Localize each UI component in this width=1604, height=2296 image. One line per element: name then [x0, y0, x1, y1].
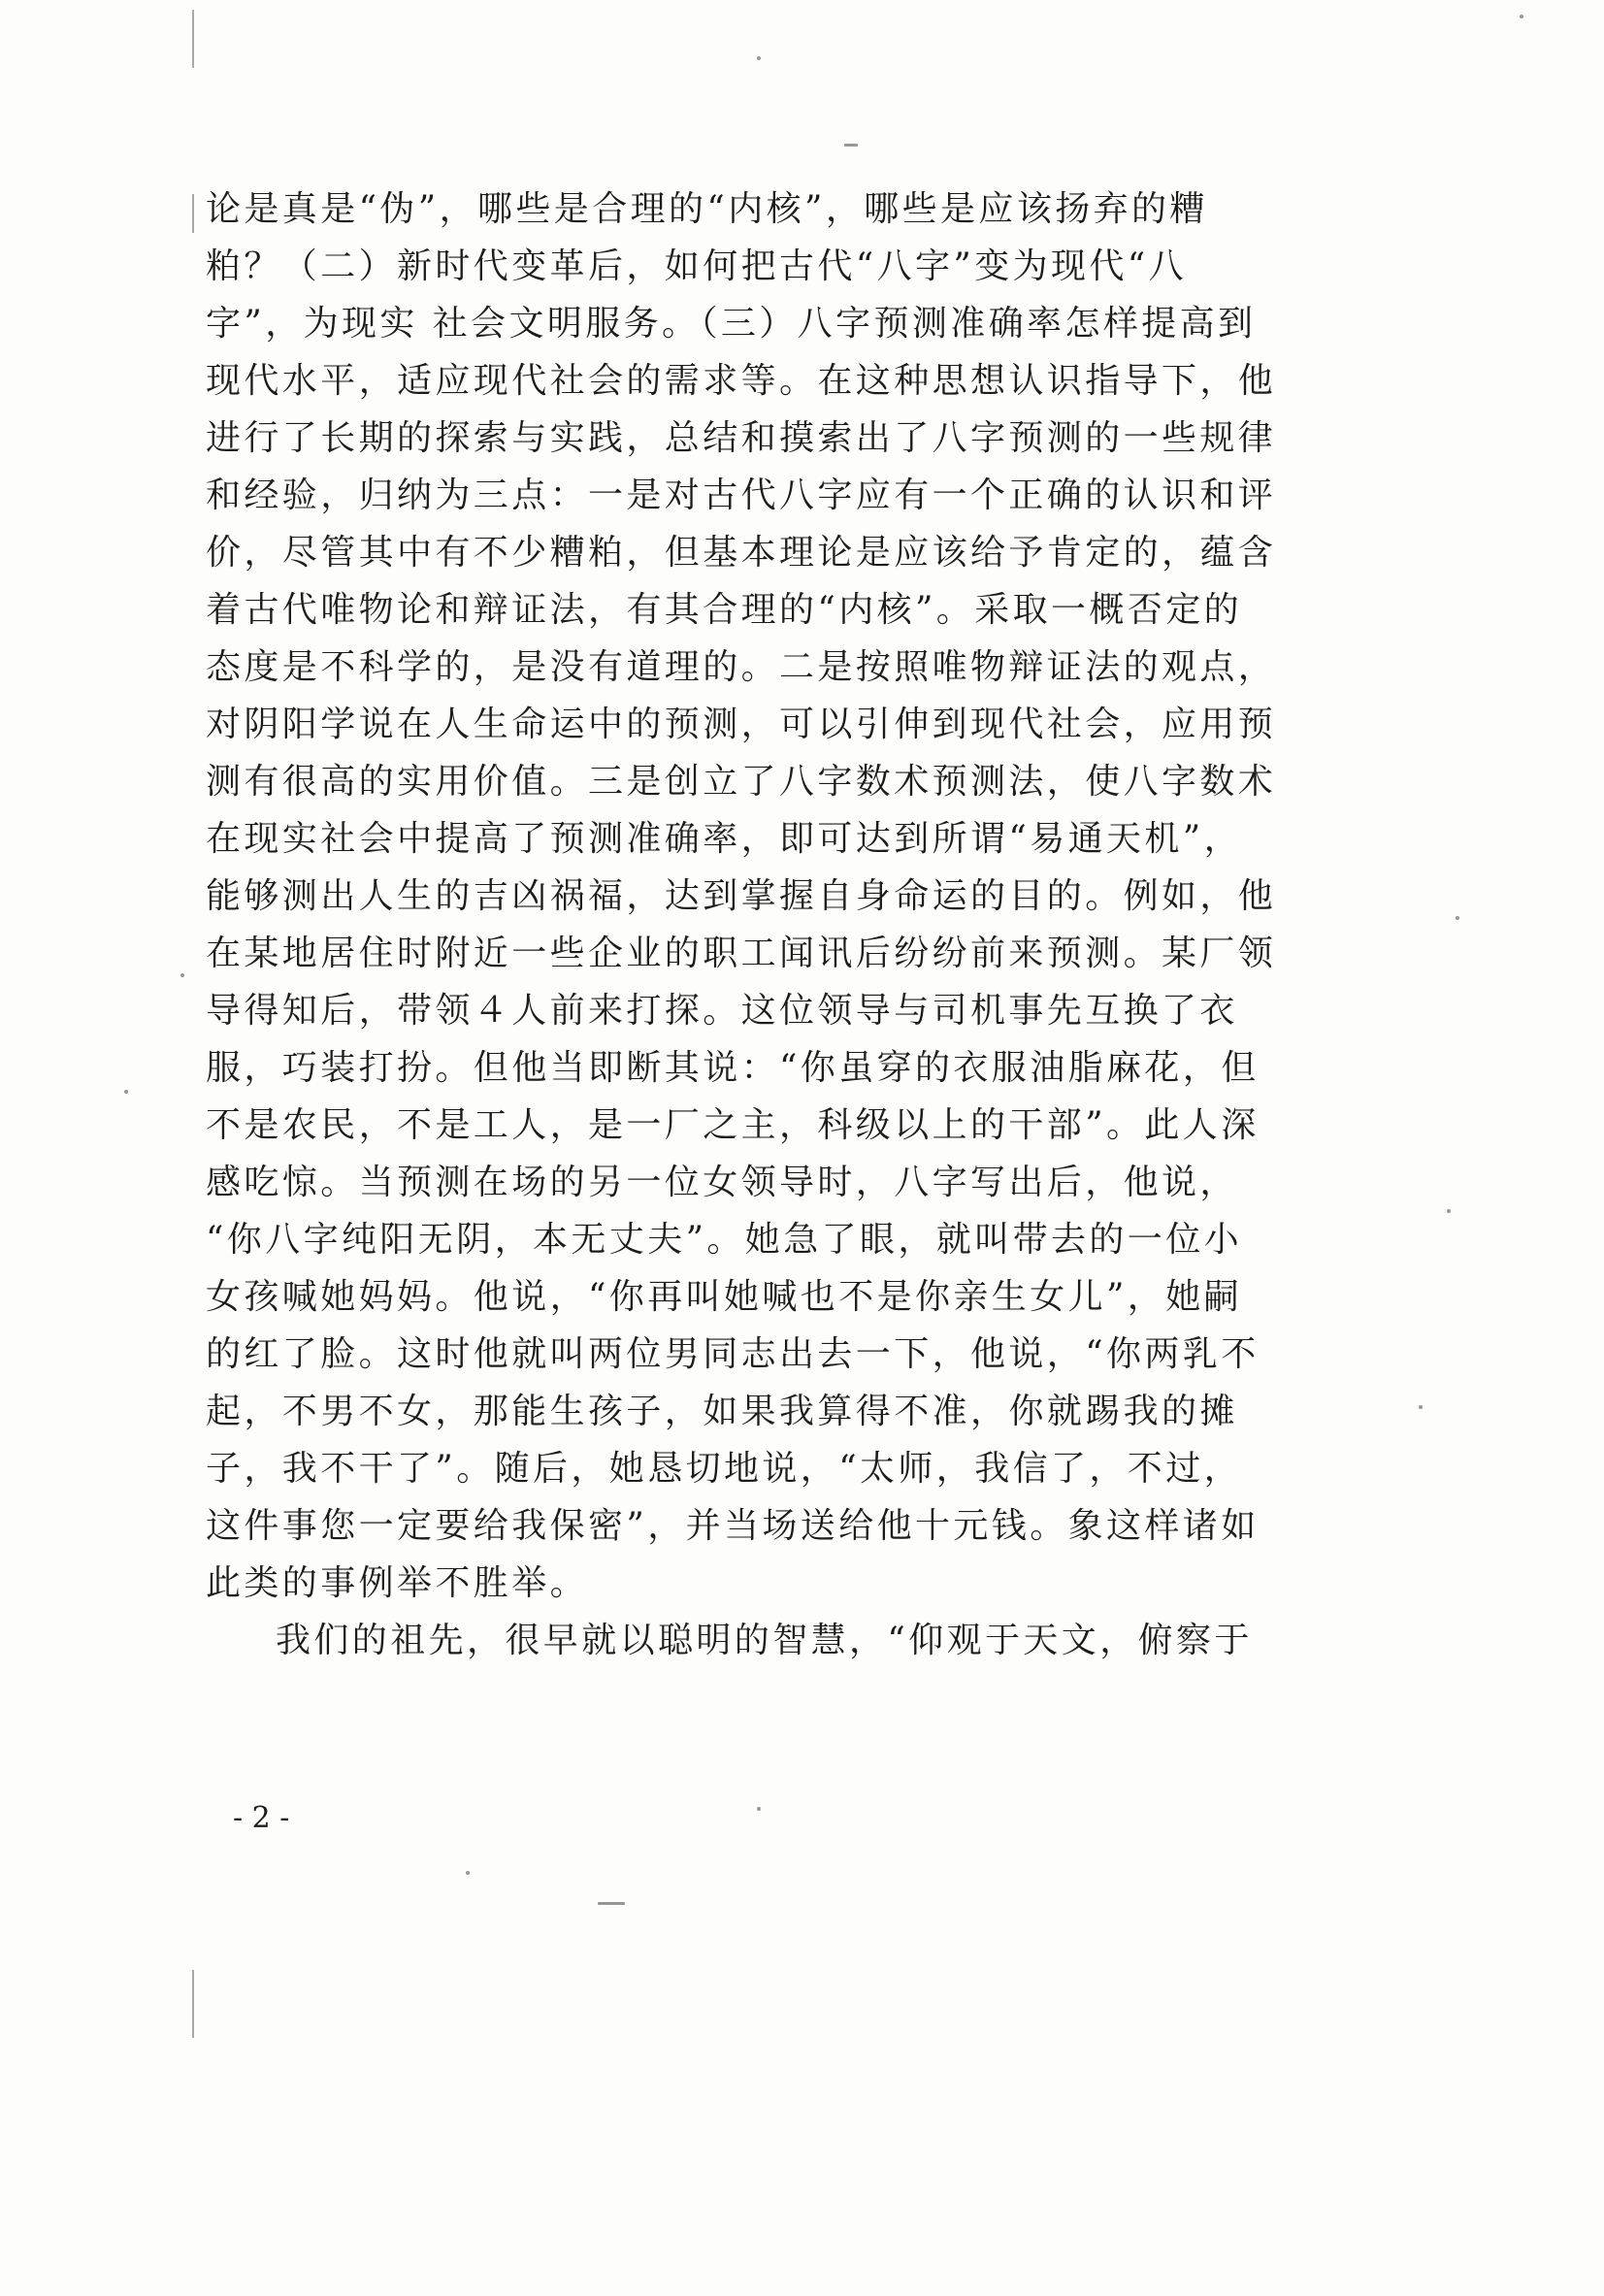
paragraph-first-line: 我们的祖先，很早就以聪明的智慧，“仰观于天文，俯察于	[276, 1621, 1253, 1660]
scan-speck	[1447, 1209, 1451, 1213]
text-line: 的红了脸。这时他就叫两位男同志出去一下，他说，“你两乳不	[206, 1334, 1260, 1374]
text-line: 子，我不干了”。随后，她恳切地说，“太师，我信了，不过，	[206, 1449, 1243, 1489]
text-line: 感吃惊。当预测在场的另一位女领导时，八字写出后，他说，	[206, 1163, 1238, 1202]
scan-speck	[757, 56, 761, 60]
scan-edge-mark	[192, 10, 194, 68]
text-line: 进行了长期的探索与实践，总结和摸索出了八字预测的一些规律	[206, 418, 1277, 458]
scan-speck	[1520, 15, 1523, 18]
scan-edge-mark	[192, 194, 194, 233]
scan-speck	[1456, 916, 1459, 920]
scan-speck	[180, 973, 184, 977]
text-line: 态度是不科学的，是没有道理的。二是按照唯物辩证法的观点，	[206, 647, 1277, 687]
body-text	[206, 180, 1370, 1669]
text-line: 不是农民，不是工人，是一厂之主，科级以上的干部”。此人深	[206, 1105, 1260, 1145]
text-line: “你八字纯阳无阴，本无丈夫”。她急了眼，就叫带去的一位小	[206, 1220, 1243, 1260]
text-line: 和经验，归纳为三点：一是对古代八字应有一个正确的认识和评	[206, 476, 1277, 515]
scan-speck	[1419, 1405, 1423, 1409]
text-line: 字”，为现实 社会文明服务。（三）八字预测准确率怎样提高到	[206, 304, 1257, 344]
text-line: 在现实社会中提高了预测准确率，即可达到所谓“易通天机”，	[206, 819, 1243, 859]
page-number: - 2 -	[233, 1801, 290, 1835]
scan-speck	[466, 1871, 470, 1875]
scan-speck	[844, 144, 858, 147]
text-line: 服，巧装打扮。但他当即断其说：“你虽穿的衣服油脂麻花，但	[206, 1048, 1260, 1088]
text-line: 在某地居住时附近一些企业的职工闻讯后纷纷前来预测。某厂领	[206, 934, 1277, 973]
text-line: 论是真是“伪”，哪些是合理的“内核”，哪些是应该扬弃的糟	[206, 189, 1208, 229]
text-line: 导得知后，带领４人前来打探。这位领导与司机事先互换了衣	[206, 991, 1238, 1031]
scan-edge-mark	[192, 1970, 194, 2038]
text-line: 此类的事例举不胜举。	[206, 1563, 589, 1603]
text-line: 女孩喊她妈妈。他说，“你再叫她喊也不是你亲生女儿”，她嗣	[206, 1277, 1243, 1317]
text-line: 粕？（二）新时代变革后，如何把古代“八字”变为现代“八	[206, 246, 1188, 286]
scan-speck	[124, 1090, 128, 1094]
text-line: 起，不男不女，那能生孩子，如果我算得不准，你就踢我的摊	[206, 1392, 1238, 1431]
scan-speck	[598, 1902, 625, 1905]
text-line: 着古代唯物论和辩证法，有其合理的“内核”。采取一概否定的	[206, 590, 1243, 630]
text-line: 这件事您一定要给我保密”，并当场送给他十元钱。象这样诸如	[206, 1506, 1260, 1546]
text-line: 能够测出人生的吉凶祸福，达到掌握自身命运的目的。例如，他	[206, 876, 1277, 916]
text-line: 价，尽管其中有不少糟粕，但基本理论是应该给予肯定的，蕴含	[206, 533, 1277, 573]
text-line: 测有很高的实用价值。三是创立了八字数术预测法，使八字数术	[206, 762, 1277, 802]
text-line: 对阴阳学说在人生命运中的预测，可以引伸到现代社会，应用预	[206, 705, 1277, 744]
text-line: 现代水平，适应现代社会的需求等。在这种思想认识指导下，他	[206, 361, 1277, 401]
scan-speck	[757, 1807, 761, 1811]
